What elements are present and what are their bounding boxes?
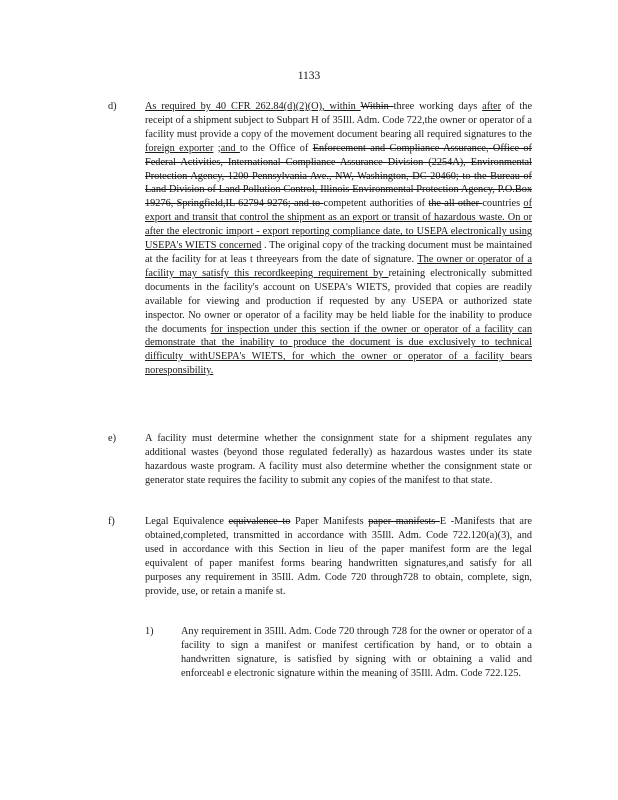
inserted-text: foreign exporter: [145, 142, 214, 154]
paragraph-label: 1): [145, 626, 154, 637]
text-run: A facility must determine whether the consignment state for a shipment regulates any additional wastes (beyond those regulated federally) as hazardous wastes under its state hazardous waste program. A facility must also determine whether the consignment state or generator state requires the facility to submit any copies of the manifest to that state.: [145, 433, 532, 486]
inserted-text: As required by 40 CFR 262.84(d)(2)(O),: [145, 101, 325, 112]
text-run: countries: [482, 198, 524, 210]
text-run: retaining electronically submitted documents in the facility's account on USEPA's WIETS, provided that copies are readily available for viewing and production if requested by any USEPA or authorized state inspector. No owner or operator of a facility may be held liable for the inability to produce the documents: [145, 267, 533, 335]
inserted-text: The owner or operator of a facility may satisfy this recordkeeping requirement by: [145, 253, 532, 279]
text-run: competent authorities of: [323, 198, 429, 210]
text-run: Any requirement in 35Ill. Adm. Code 720 through 728 for the owner or operator of a facility to sign a manifest or manifest certification by hand, or to obtain a handwritten signature, is satisfied by signing with or obtaining a valid and enforceabl e electronic signature within the meaning of 35Ill. Adm. Code 722.125.: [181, 626, 532, 679]
deleted-text: Enforcement and Compliance Assurance, Office of Federal Activities, International Compliance Assurance Division (2254A), Environmental Protection Agency, 1200 Pennsylvania Ave., NW, Washington, DC 20460; to the Bureau of Land Division of Land Pollution Control, Illinois Environmental Protection Agency, P.O.Box 19276, Springfield,IL 62794 9276; and to: [145, 142, 532, 210]
paragraph-label: f): [108, 516, 115, 527]
deleted-text: equivalence to: [228, 516, 291, 527]
text-run: E -Manifests that are obtained,completed, transmitted in accordance with 35Ill. Adm. Code 722.120(a)(3), and used in accordance with this Section in lieu of the paper manifest form are the legal equivalent of paper manifest forms bearing handwritten signatures,and satisfy for all purposes any requirement in 35Ill. Adm. Code 720 through728 to obtain, complete, sign, provide, use, or retain a manife st.: [145, 516, 533, 597]
paragraph-text: [145, 100, 532, 378]
paragraph-label: e): [108, 433, 116, 444]
text-run: of the receipt of a shipment subject to Subpart H of 35Ill. Adm. Code 722,the owner or operator of a facility must provide a copy of the movement document bearing all required signatures to the: [145, 101, 533, 140]
inserted-text: within: [324, 101, 361, 112]
text-run: . The original copy of the tracking document must be maintained at the facility for at leas t threeyears from the date of signature.: [145, 240, 532, 265]
page-number: 1133: [297, 70, 321, 82]
text-run: Legal Equivalence: [145, 516, 229, 527]
inserted-text: of export and transit that control the shipment as an export or transit of hazardous waste. On or after the electronic import - export reporting compliance date, to USEPA electronically using USEPA's WIETS concerned: [145, 198, 532, 252]
text-run: three working days: [393, 101, 483, 112]
text-run: ;: [213, 142, 221, 154]
deleted-text: Within: [360, 101, 394, 112]
inserted-text: after: [482, 101, 502, 112]
deleted-text: paper manifests: [368, 516, 440, 527]
inserted-text: and: [220, 142, 240, 154]
paragraph-text: [145, 432, 532, 488]
deleted-text: the all other: [428, 198, 483, 210]
text-run: Paper Manifests: [290, 516, 369, 527]
text-run: to the Office of: [239, 142, 313, 154]
paragraph-text: [181, 625, 532, 681]
paragraph-label: d): [108, 101, 117, 112]
paragraph-text: [145, 515, 532, 598]
inserted-text: for inspection under this section if the owner or operator of a facility can demonstrate that the inability to produce the document is due exclusively to technical difficulty withUSEPA's WIETS, for which the owner or operator of a facility bears noresponsibility.: [145, 323, 532, 377]
